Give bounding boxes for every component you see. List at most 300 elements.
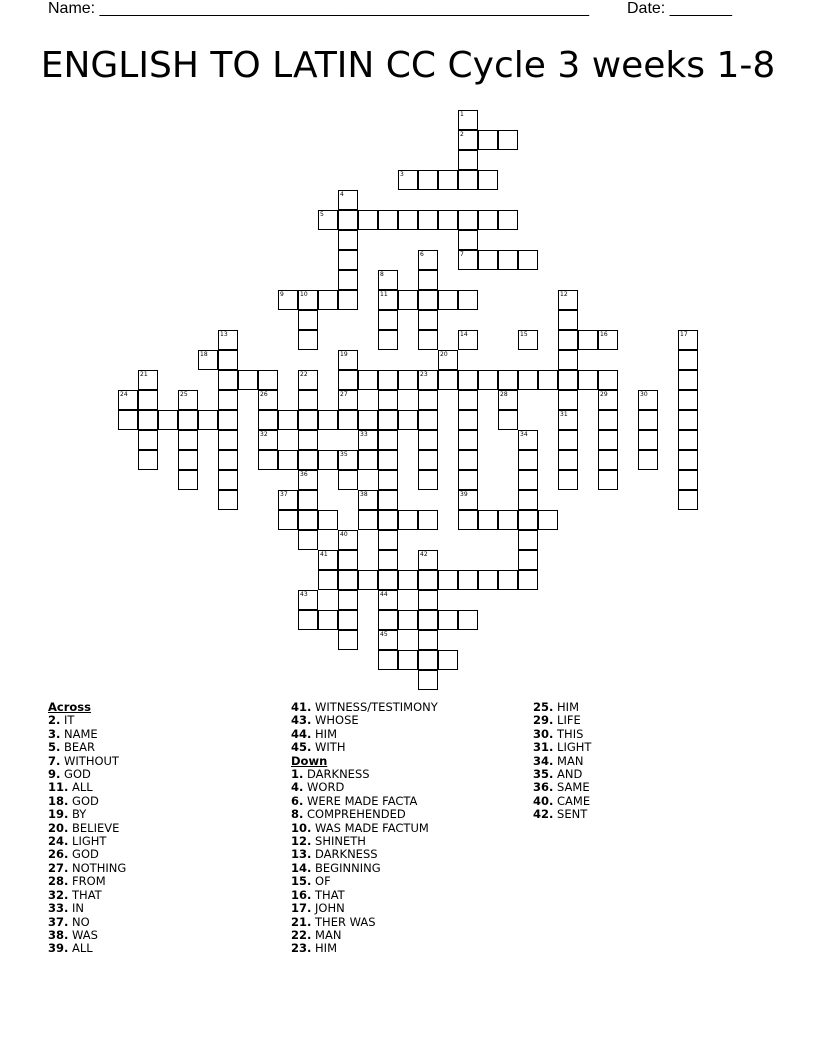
grid-cell[interactable] — [398, 510, 418, 530]
grid-cell[interactable] — [438, 170, 458, 190]
grid-cell[interactable] — [458, 130, 478, 150]
grid-cell[interactable] — [518, 330, 538, 350]
grid-cell[interactable] — [638, 450, 658, 470]
grid-cell[interactable] — [218, 350, 238, 370]
clue-item-text: OF — [315, 874, 331, 889]
clue-item-text: WHOSE — [315, 713, 359, 728]
clue-heading: Across — [48, 700, 91, 714]
clue-number: 36 — [300, 471, 308, 478]
grid-cell[interactable] — [558, 290, 578, 310]
grid-cell[interactable] — [518, 430, 538, 450]
grid-cell[interactable] — [378, 410, 398, 430]
grid-cell[interactable] — [478, 250, 498, 270]
grid-cell[interactable] — [378, 490, 398, 510]
grid-cell[interactable] — [318, 610, 338, 630]
grid-cell[interactable] — [518, 370, 538, 390]
grid-cell[interactable] — [358, 570, 378, 590]
clue-item-number: 36. — [533, 780, 554, 795]
grid-cell[interactable] — [558, 470, 578, 490]
grid-cell[interactable] — [338, 370, 358, 390]
clue-item-number: 18. — [48, 793, 69, 808]
grid-cell[interactable] — [458, 450, 478, 470]
clue-number: 33 — [360, 431, 368, 438]
grid-cell[interactable] — [318, 550, 338, 570]
grid-cell[interactable] — [338, 610, 358, 630]
grid-cell[interactable] — [398, 410, 418, 430]
grid-cell[interactable] — [678, 430, 698, 450]
clue-item-number: 31. — [533, 740, 554, 755]
clue-item-text: THAT — [72, 887, 102, 902]
clue-number: 9 — [280, 291, 284, 298]
grid-cell[interactable] — [538, 510, 558, 530]
grid-cell[interactable] — [458, 150, 478, 170]
grid-cell[interactable] — [678, 410, 698, 430]
grid-cell[interactable] — [378, 370, 398, 390]
grid-cell[interactable] — [418, 450, 438, 470]
grid-cell[interactable] — [378, 270, 398, 290]
grid-cell[interactable] — [418, 410, 438, 430]
grid-cell[interactable] — [318, 450, 338, 470]
grid-cell[interactable] — [298, 390, 318, 410]
grid-cell[interactable] — [458, 370, 478, 390]
grid-cell[interactable] — [458, 330, 478, 350]
grid-cell[interactable] — [278, 450, 298, 470]
clue-number: 29 — [600, 391, 608, 398]
grid-cell[interactable] — [498, 510, 518, 530]
grid-cell[interactable] — [418, 290, 438, 310]
grid-cell[interactable] — [378, 470, 398, 490]
grid-cell[interactable] — [458, 490, 478, 510]
grid-cell[interactable] — [378, 650, 398, 670]
grid-cell[interactable] — [378, 210, 398, 230]
grid-cell[interactable] — [278, 290, 298, 310]
grid-cell[interactable] — [338, 390, 358, 410]
grid-cell[interactable] — [418, 250, 438, 270]
grid-cell[interactable] — [418, 170, 438, 190]
clue-number: 40 — [340, 531, 348, 538]
grid-cell[interactable] — [478, 510, 498, 530]
grid-cell[interactable] — [118, 390, 138, 410]
grid-cell[interactable] — [338, 250, 358, 270]
grid-cell[interactable] — [438, 570, 458, 590]
clue-item-text: NO — [72, 914, 90, 929]
clue-item-text: THER WAS — [315, 914, 376, 929]
grid-cell[interactable] — [498, 410, 518, 430]
grid-cell[interactable] — [378, 550, 398, 570]
grid-cell[interactable] — [458, 110, 478, 130]
clue-item-number: 30. — [533, 726, 554, 741]
grid-cell[interactable] — [378, 330, 398, 350]
grid-cell[interactable] — [398, 290, 418, 310]
grid-cell[interactable] — [318, 210, 338, 230]
grid-cell[interactable] — [598, 450, 618, 470]
grid-cell[interactable] — [598, 330, 618, 350]
grid-cell[interactable] — [218, 330, 238, 350]
grid-cell[interactable] — [338, 590, 358, 610]
grid-cell[interactable] — [498, 130, 518, 150]
grid-cell[interactable] — [398, 170, 418, 190]
grid-cell[interactable] — [178, 470, 198, 490]
grid-cell[interactable] — [138, 390, 158, 410]
clue-item — [533, 701, 591, 714]
clue-item-number: 17. — [291, 901, 312, 916]
clue-item-text: LIFE — [557, 713, 581, 728]
grid-cell[interactable] — [418, 550, 438, 570]
grid-cell[interactable] — [378, 290, 398, 310]
clue-item-text: WAS MADE FACTUM — [315, 820, 429, 835]
grid-cell[interactable] — [278, 410, 298, 430]
grid-cell[interactable] — [298, 590, 318, 610]
grid-cell[interactable] — [558, 350, 578, 370]
grid-cell[interactable] — [458, 610, 478, 630]
grid-cell[interactable] — [518, 570, 538, 590]
grid-cell[interactable] — [518, 450, 538, 470]
clue-item-number: 5. — [48, 740, 61, 755]
clue-item-number: 27. — [48, 860, 69, 875]
grid-cell[interactable] — [458, 390, 478, 410]
clue-item-text: LIGHT — [557, 740, 592, 755]
grid-cell[interactable] — [338, 290, 358, 310]
grid-cell[interactable] — [218, 430, 238, 450]
grid-cell[interactable] — [138, 430, 158, 450]
grid-cell[interactable] — [338, 350, 358, 370]
clue-item-number: 28. — [48, 874, 69, 889]
grid-cell[interactable] — [318, 290, 338, 310]
grid-cell[interactable] — [478, 370, 498, 390]
grid-cell[interactable] — [218, 370, 238, 390]
grid-cell[interactable] — [478, 130, 498, 150]
grid-cell[interactable] — [158, 410, 178, 430]
grid-cell[interactable] — [598, 390, 618, 410]
grid-cell[interactable] — [178, 410, 198, 430]
grid-cell[interactable] — [498, 570, 518, 590]
grid-cell[interactable] — [338, 230, 358, 250]
grid-cell[interactable] — [378, 630, 398, 650]
grid-cell[interactable] — [338, 550, 358, 570]
grid-cell[interactable] — [438, 610, 458, 630]
grid-cell[interactable] — [558, 330, 578, 350]
grid-cell[interactable] — [298, 470, 318, 490]
grid-cell[interactable] — [558, 450, 578, 470]
clue-item — [48, 741, 126, 754]
grid-cell[interactable] — [458, 230, 478, 250]
clue-item — [48, 714, 126, 727]
grid-cell[interactable] — [298, 330, 318, 350]
grid-cell[interactable] — [418, 210, 438, 230]
clue-item-text: WORD — [307, 780, 345, 795]
grid-cell[interactable] — [438, 290, 458, 310]
grid-cell[interactable] — [498, 210, 518, 230]
grid-cell[interactable] — [578, 370, 598, 390]
clue-item — [291, 822, 438, 835]
clue-item-text: GOD — [64, 767, 91, 782]
clue-item — [291, 741, 438, 754]
clue-item-text: NAME — [64, 726, 98, 741]
clue-item — [291, 875, 438, 888]
clue-column-1 — [48, 701, 126, 956]
grid-cell[interactable] — [458, 470, 478, 490]
grid-cell[interactable] — [258, 390, 278, 410]
grid-cell[interactable] — [418, 610, 438, 630]
clue-item — [291, 808, 438, 821]
grid-cell[interactable] — [218, 470, 238, 490]
grid-cell[interactable] — [518, 530, 538, 550]
clue-number: 41 — [320, 551, 328, 558]
clue-item-text: MAN — [557, 753, 584, 768]
clue-item-number: 42. — [533, 807, 554, 822]
grid-cell[interactable] — [458, 210, 478, 230]
grid-cell[interactable] — [518, 250, 538, 270]
grid-cell[interactable] — [338, 470, 358, 490]
grid-cell[interactable] — [338, 530, 358, 550]
grid-cell[interactable] — [418, 650, 438, 670]
grid-cell[interactable] — [518, 490, 538, 510]
grid-cell[interactable] — [418, 330, 438, 350]
grid-cell[interactable] — [438, 650, 458, 670]
grid-cell[interactable] — [558, 310, 578, 330]
grid-cell[interactable] — [298, 450, 318, 470]
grid-cell[interactable] — [418, 310, 438, 330]
grid-cell[interactable] — [358, 510, 378, 530]
clue-item — [291, 701, 438, 714]
grid-cell[interactable] — [378, 430, 398, 450]
grid-cell[interactable] — [418, 390, 438, 410]
grid-cell[interactable] — [678, 390, 698, 410]
grid-cell[interactable] — [358, 370, 378, 390]
grid-cell[interactable] — [198, 350, 218, 370]
grid-cell[interactable] — [118, 410, 138, 430]
grid-cell[interactable] — [678, 370, 698, 390]
grid-cell[interactable] — [478, 570, 498, 590]
grid-cell[interactable] — [418, 570, 438, 590]
clue-item-number: 8. — [291, 807, 304, 822]
clue-item-number: 33. — [48, 901, 69, 916]
clue-item-text: ALL — [72, 941, 93, 956]
grid-cell[interactable] — [378, 390, 398, 410]
grid-cell[interactable] — [498, 370, 518, 390]
grid-cell[interactable] — [518, 550, 538, 570]
grid-cell[interactable] — [298, 310, 318, 330]
grid-cell[interactable] — [178, 390, 198, 410]
grid-cell[interactable] — [258, 370, 278, 390]
grid-cell[interactable] — [398, 610, 418, 630]
grid-cell[interactable] — [378, 510, 398, 530]
grid-cell[interactable] — [498, 250, 518, 270]
grid-cell[interactable] — [438, 370, 458, 390]
clue-item-text: CAME — [557, 793, 591, 808]
grid-cell[interactable] — [598, 430, 618, 450]
clue-item-number: 14. — [291, 860, 312, 875]
clue-item — [48, 755, 126, 768]
grid-cell[interactable] — [478, 170, 498, 190]
clue-item-text: WITH — [315, 740, 346, 755]
grid-cell[interactable] — [458, 250, 478, 270]
clue-item-number: 22. — [291, 927, 312, 942]
grid-cell[interactable] — [418, 510, 438, 530]
clue-item-number: 21. — [291, 914, 312, 929]
clue-item-text: IN — [72, 901, 85, 916]
grid-cell[interactable] — [358, 410, 378, 430]
clue-item — [291, 768, 438, 781]
grid-cell[interactable] — [558, 430, 578, 450]
grid-cell[interactable] — [218, 410, 238, 430]
grid-cell[interactable] — [378, 610, 398, 630]
clue-number: 10 — [300, 291, 308, 298]
clue-item-number: 7. — [48, 753, 61, 768]
clue-item — [291, 848, 438, 861]
clue-number: 35 — [340, 451, 348, 458]
clue-number: 7 — [460, 251, 464, 258]
grid-cell[interactable] — [638, 410, 658, 430]
grid-cell[interactable] — [358, 430, 378, 450]
grid-cell[interactable] — [538, 370, 558, 390]
grid-cell[interactable] — [638, 430, 658, 450]
grid-cell[interactable] — [218, 390, 238, 410]
clue-item-text: LIGHT — [72, 834, 107, 849]
grid-cell[interactable] — [258, 410, 278, 430]
date-field: Date: _______ — [627, 0, 732, 17]
grid-cell[interactable] — [318, 510, 338, 530]
clue-item — [48, 835, 126, 848]
clue-item-number: 35. — [533, 767, 554, 782]
grid-cell[interactable] — [298, 410, 318, 430]
grid-cell[interactable] — [378, 570, 398, 590]
clue-number: 42 — [420, 551, 428, 558]
grid-cell[interactable] — [418, 370, 438, 390]
grid-cell[interactable] — [198, 410, 218, 430]
grid-cell[interactable] — [238, 370, 258, 390]
grid-cell[interactable] — [398, 570, 418, 590]
grid-cell[interactable] — [318, 570, 338, 590]
grid-cell[interactable] — [398, 650, 418, 670]
clue-item — [48, 889, 126, 902]
grid-cell[interactable] — [218, 450, 238, 470]
clue-item-number: 19. — [48, 807, 69, 822]
grid-cell[interactable] — [678, 450, 698, 470]
grid-cell[interactable] — [458, 410, 478, 430]
grid-cell[interactable] — [678, 350, 698, 370]
grid-cell[interactable] — [418, 270, 438, 290]
grid-cell[interactable] — [298, 290, 318, 310]
grid-cell[interactable] — [418, 470, 438, 490]
grid-cell[interactable] — [338, 630, 358, 650]
grid-cell[interactable] — [598, 470, 618, 490]
grid-cell[interactable] — [298, 530, 318, 550]
grid-cell[interactable] — [278, 490, 298, 510]
clue-item-number: 25. — [533, 700, 554, 714]
grid-cell[interactable] — [258, 430, 278, 450]
grid-cell[interactable] — [218, 490, 238, 510]
grid-cell[interactable] — [598, 410, 618, 430]
grid-cell[interactable] — [398, 370, 418, 390]
clue-item-text: DARKNESS — [315, 847, 378, 862]
grid-cell[interactable] — [318, 410, 338, 430]
grid-cell[interactable] — [558, 390, 578, 410]
grid-cell[interactable] — [338, 190, 358, 210]
grid-cell[interactable] — [518, 470, 538, 490]
grid-cell[interactable] — [298, 430, 318, 450]
grid-cell[interactable] — [298, 370, 318, 390]
clue-item — [48, 942, 126, 955]
grid-cell[interactable] — [338, 270, 358, 290]
grid-cell[interactable] — [278, 510, 298, 530]
grid-cell[interactable] — [378, 450, 398, 470]
grid-cell[interactable] — [438, 350, 458, 370]
clue-number: 37 — [280, 491, 288, 498]
grid-cell[interactable] — [418, 590, 438, 610]
grid-cell[interactable] — [138, 370, 158, 390]
clue-item-number: 45. — [291, 740, 312, 755]
grid-cell[interactable] — [378, 590, 398, 610]
clue-item-number: 3. — [48, 726, 61, 741]
clue-item-text: GOD — [72, 847, 99, 862]
clue-number: 30 — [640, 391, 648, 398]
grid-cell[interactable] — [578, 330, 598, 350]
clue-number: 45 — [380, 631, 388, 638]
grid-cell[interactable] — [418, 630, 438, 650]
grid-cell[interactable] — [458, 170, 478, 190]
grid-cell[interactable] — [598, 370, 618, 390]
grid-cell[interactable] — [298, 510, 318, 530]
grid-cell[interactable] — [558, 370, 578, 390]
grid-cell[interactable] — [358, 490, 378, 510]
grid-cell[interactable] — [638, 390, 658, 410]
grid-cell[interactable] — [178, 430, 198, 450]
clue-number: 16 — [600, 331, 608, 338]
grid-cell[interactable] — [458, 570, 478, 590]
grid-cell[interactable] — [338, 410, 358, 430]
grid-cell[interactable] — [298, 490, 318, 510]
grid-cell[interactable] — [478, 210, 498, 230]
grid-cell[interactable] — [358, 450, 378, 470]
grid-cell[interactable] — [678, 470, 698, 490]
clue-number: 20 — [440, 351, 448, 358]
grid-cell[interactable] — [258, 450, 278, 470]
clue-item — [48, 808, 126, 821]
grid-cell[interactable] — [498, 390, 518, 410]
grid-cell[interactable] — [138, 450, 158, 470]
grid-cell[interactable] — [178, 450, 198, 470]
grid-cell[interactable] — [558, 410, 578, 430]
grid-cell[interactable] — [398, 210, 418, 230]
grid-cell[interactable] — [418, 670, 438, 690]
grid-cell[interactable] — [338, 570, 358, 590]
grid-cell[interactable] — [458, 290, 478, 310]
grid-cell[interactable] — [678, 490, 698, 510]
clue-item-text: DARKNESS — [307, 767, 370, 782]
clue-item — [48, 795, 126, 808]
grid-cell[interactable] — [458, 510, 478, 530]
grid-cell[interactable] — [458, 430, 478, 450]
clue-item-text: THAT — [315, 887, 345, 902]
clue-item-text: WAS — [72, 927, 98, 942]
grid-cell[interactable] — [678, 330, 698, 350]
grid-cell[interactable] — [338, 210, 358, 230]
clue-item — [291, 929, 438, 942]
grid-cell[interactable] — [338, 450, 358, 470]
clue-number: 26 — [260, 391, 268, 398]
grid-cell[interactable] — [378, 310, 398, 330]
grid-cell[interactable] — [438, 210, 458, 230]
clue-item-text: BELIEVE — [72, 820, 120, 835]
grid-cell[interactable] — [298, 610, 318, 630]
grid-cell[interactable] — [418, 430, 438, 450]
grid-cell[interactable] — [378, 530, 398, 550]
grid-cell[interactable] — [358, 210, 378, 230]
clue-number: 31 — [560, 411, 568, 418]
grid-cell[interactable] — [138, 410, 158, 430]
grid-cell[interactable] — [518, 510, 538, 530]
